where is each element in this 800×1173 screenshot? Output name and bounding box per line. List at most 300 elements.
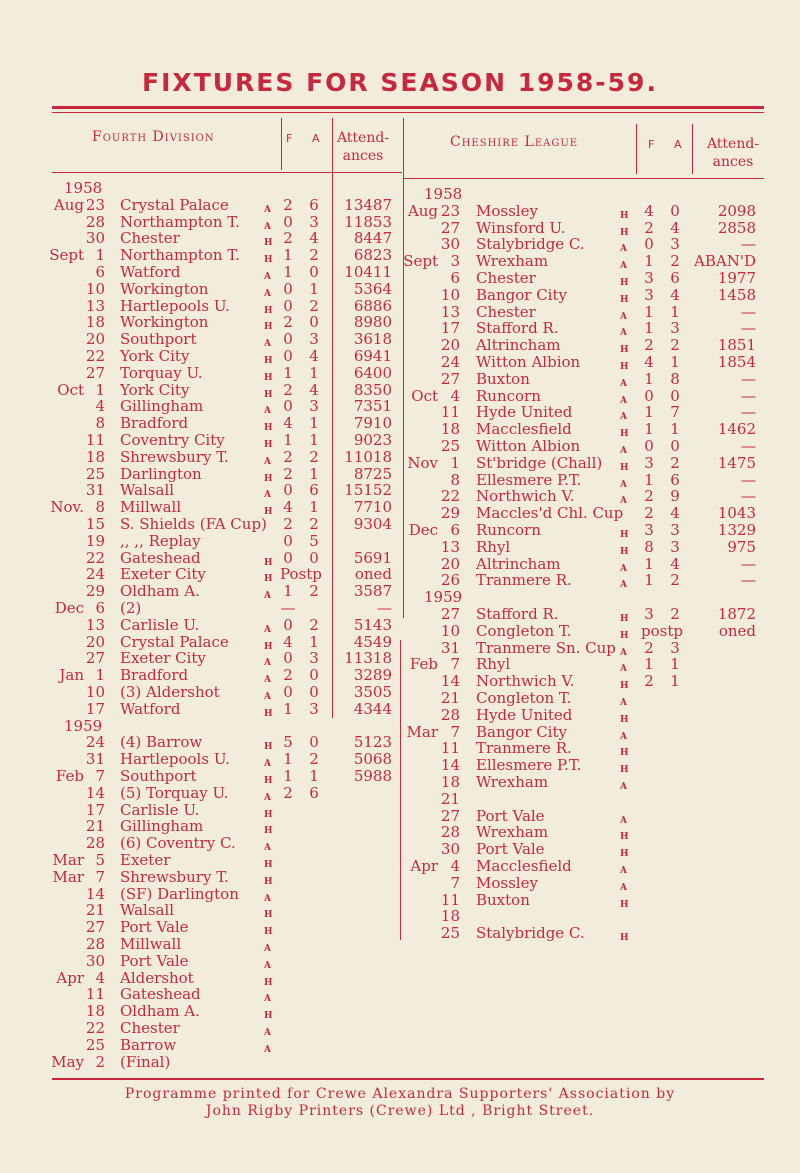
- fixture-venue: A: [620, 563, 627, 574]
- fixture-attendance: 1851: [717, 336, 756, 355]
- fixture-opponent: Exeter City: [120, 565, 206, 584]
- fixture-goals-against: 4: [670, 285, 680, 304]
- fixture-day: 27: [440, 806, 460, 825]
- fixture-goals-for: 0: [283, 683, 293, 701]
- fixture-attendance: —: [741, 386, 756, 405]
- fixture-row: [0, 908, 800, 925]
- fixture-row: [0, 707, 800, 724]
- fixture-row: [0, 556, 800, 573]
- fixture-attendance: 11318: [344, 649, 392, 668]
- fixture-day: 22: [85, 548, 105, 567]
- right-f-label: F: [648, 138, 655, 151]
- fixture-venue: A: [620, 244, 627, 255]
- fixture-goals-for: 0: [644, 235, 654, 254]
- fixture-goals-against: 6: [670, 470, 680, 489]
- fixture-goals-against: 1: [309, 498, 319, 517]
- fixture-venue: A: [264, 843, 271, 854]
- printer-credit-line2: John Rigby Printers (Crewe) Ltd , Bright Street.: [205, 1103, 595, 1119]
- fixture-attendance: 15152: [344, 481, 392, 500]
- fixture-goals-against: 0: [309, 683, 319, 701]
- fixture-venue: H: [620, 832, 629, 843]
- fixture-goals-against: 0: [309, 313, 319, 332]
- fixture-venue: H: [620, 530, 629, 540]
- fixture-venue: A: [264, 272, 271, 282]
- fixture-opponent: Torquay U.: [120, 363, 203, 382]
- fixture-goals-for: 2: [644, 504, 654, 523]
- fixture-day: 30: [85, 951, 105, 970]
- fixture-opponent: ,, ,, Replay: [120, 531, 201, 550]
- fixture-opponent: Northwich V.: [476, 672, 575, 691]
- fixture-goals-for: 3: [644, 285, 654, 304]
- fixture-goals-against: 9: [670, 487, 680, 506]
- fixture-day: 28: [85, 212, 105, 231]
- fixture-row: [0, 925, 800, 942]
- fixture-opponent: Tranmere R.: [476, 739, 572, 758]
- fixture-venue: A: [264, 456, 271, 467]
- fixture-goals-against: 1: [670, 655, 680, 674]
- fixture-opponent: Hyde United: [476, 403, 573, 422]
- fixture-venue: A: [264, 675, 271, 686]
- fixture-opponent: S. Shields (FA Cup): [120, 515, 267, 533]
- fixture-venue: H: [620, 630, 629, 641]
- fixture-opponent: Hartlepools U.: [120, 750, 230, 769]
- fixture-goals-against: 2: [670, 605, 680, 623]
- fixture-opponent: Wrexham: [476, 773, 549, 791]
- fixture-venue: A: [620, 446, 627, 456]
- fixture-venue: H: [620, 362, 629, 372]
- fixture-opponent: Chester: [120, 229, 180, 248]
- fixture-row: [0, 488, 800, 505]
- fixture-opponent: Watford: [120, 263, 181, 281]
- fixture-day: 14: [85, 884, 105, 903]
- fixture-venue: A: [620, 311, 627, 322]
- fixture-opponent: Barrow: [120, 1035, 177, 1054]
- fixture-row: [0, 455, 800, 472]
- fixture-day: 18: [85, 447, 105, 466]
- right-attendance-header-line1: Attend-: [706, 136, 760, 152]
- fixture-attendance: 5364: [353, 279, 392, 298]
- fixture-goals-for: 1: [283, 582, 293, 601]
- fixture-day: 1: [95, 380, 105, 399]
- fixture-attendance: 9023: [353, 431, 392, 449]
- fixture-goals-for: 2: [283, 666, 293, 685]
- fixture-goals-against: 4: [670, 218, 680, 237]
- fixture-opponent: (SF) Darlington: [120, 884, 239, 903]
- fixture-opponent: Chester: [476, 302, 536, 321]
- fixture-day: 6: [95, 263, 105, 281]
- title-rule: [52, 106, 764, 109]
- fixture-row: [0, 236, 800, 253]
- fixture-goals-for: 4: [644, 353, 654, 371]
- fixture-opponent: Ellesmere P.T.: [476, 756, 582, 775]
- fixture-goals-against: 0: [309, 666, 319, 685]
- fixture-opponent: Carlisle U.: [120, 615, 200, 634]
- fixture-day: 1: [95, 246, 105, 265]
- fixture-venue: A: [264, 406, 271, 417]
- fixture-day: 31: [85, 481, 105, 500]
- fixture-goals-against: 4: [670, 554, 680, 573]
- fixture-opponent: Chester: [476, 269, 536, 287]
- fixture-row: [0, 203, 800, 220]
- fixture-row: [0, 774, 800, 791]
- right-a-label: A: [674, 138, 682, 151]
- fixture-attendance: —: [741, 470, 756, 489]
- fixture-opponent: Buxton: [476, 369, 530, 388]
- fixture-goals-for: —: [280, 599, 296, 617]
- fixture-goals-against: 0: [670, 437, 680, 455]
- fixture-opponent: Walsall: [120, 901, 175, 920]
- fixture-goals-against: 4: [309, 380, 319, 399]
- fixture-opponent: Bangor City: [476, 722, 567, 741]
- fixture-opponent: Stalybridge C.: [476, 924, 585, 943]
- fixture-venue: A: [264, 960, 271, 971]
- fixture-opponent: (2): [120, 599, 142, 617]
- fixture-row: [0, 371, 800, 388]
- fixture-goals-for: 1: [644, 554, 654, 573]
- fixture-opponent: Runcorn: [476, 386, 541, 405]
- fixture-goals-against: 3: [670, 235, 680, 254]
- fixture-day: 6: [450, 269, 460, 287]
- fixture-venue: H: [264, 927, 273, 938]
- fixture-goals-against: 2: [309, 296, 319, 315]
- fixture-goals-for: postp: [641, 621, 683, 640]
- fixture-venue: H: [620, 933, 629, 944]
- fixture-goals-against: 2: [670, 252, 680, 271]
- fixture-goals-against: 4: [309, 347, 319, 365]
- fixture-goals-against: 3: [309, 212, 319, 231]
- fixture-goals-against: 3: [309, 699, 319, 718]
- fixture-venue: A: [264, 893, 271, 904]
- fixture-day: 30: [440, 235, 460, 254]
- fixture-venue: H: [264, 557, 273, 568]
- fixture-venue: H: [620, 765, 629, 776]
- footer-rule: [52, 1078, 764, 1080]
- fixture-attendance: 9304: [353, 515, 392, 533]
- fixture-row: [0, 986, 800, 1003]
- fixture-opponent: Workington: [120, 279, 209, 298]
- fixture-goals-against: 1: [309, 363, 319, 382]
- fixture-day: 18: [85, 1002, 105, 1021]
- fixture-day: 7: [95, 767, 105, 785]
- fixture-opponent: Oldham A.: [120, 1002, 200, 1021]
- fixture-goals-for: 0: [283, 548, 293, 567]
- fixture-goals-against: 6: [309, 481, 319, 500]
- fixture-day: 30: [440, 840, 460, 859]
- fixture-attendance: 5691: [353, 548, 392, 567]
- fixture-row: [0, 421, 800, 438]
- fixture-venue: A: [620, 261, 627, 272]
- fixture-day: 21: [85, 817, 105, 836]
- fixture-opponent: Bradford: [120, 414, 189, 433]
- fixture-attendance: ABAN'D: [694, 252, 756, 271]
- fixture-month: Mar: [52, 867, 84, 886]
- fixture-opponent: Congleton T.: [476, 621, 572, 640]
- fixture-opponent: Stafford R.: [476, 319, 559, 338]
- fixture-day: 10: [440, 621, 460, 640]
- left-f-label: F: [286, 132, 293, 145]
- fixture-goals-against: 2: [670, 453, 680, 472]
- fixture-opponent: York City: [120, 380, 190, 399]
- fixture-opponent: Northampton T.: [120, 212, 240, 231]
- left-attendance-header-line1: Attend-: [336, 130, 390, 146]
- fixture-goals-against: 6: [309, 783, 319, 802]
- fixture-goals-for: 0: [283, 296, 293, 315]
- fixture-row: [0, 287, 800, 304]
- fixture-venue: H: [620, 849, 629, 860]
- fixture-opponent: Rhyl: [476, 537, 511, 556]
- fixture-day: 7: [450, 873, 460, 892]
- fixture-venue: H: [264, 809, 273, 820]
- fixture-day: 1: [450, 453, 460, 472]
- fixture-attendance: —: [741, 403, 756, 422]
- fixture-opponent: Walsall: [120, 481, 175, 500]
- fixture-venue: H: [264, 389, 273, 400]
- fixture-opponent: Darlington: [120, 464, 202, 483]
- year-label: 1958: [424, 185, 463, 203]
- fixture-day: 6: [450, 521, 460, 539]
- fixture-goals-for: 1: [283, 246, 293, 265]
- fixture-opponent: Altrincham: [476, 336, 561, 355]
- fixture-goals-against: 6: [309, 195, 319, 214]
- fixture-day: 13: [440, 302, 460, 321]
- fixture-day: 11: [440, 403, 460, 422]
- fixture-row: [0, 388, 800, 405]
- fixture-opponent: Buxton: [476, 890, 530, 909]
- fixture-day: 24: [85, 733, 105, 752]
- fixture-venue: H: [264, 473, 273, 484]
- fixture-goals-for: 2: [283, 464, 293, 483]
- fixture-day: 4: [450, 386, 460, 405]
- fixture-venue: A: [620, 731, 627, 742]
- fixture-opponent: Exeter City: [120, 649, 206, 668]
- fixture-opponent: Port Vale: [476, 806, 545, 825]
- fixture-day: 27: [440, 218, 460, 237]
- fixture-venue: H: [620, 227, 629, 238]
- fixture-venue: H: [620, 614, 629, 624]
- fixture-goals-for: 5: [283, 733, 293, 752]
- fixture-venue: H: [620, 429, 629, 440]
- fixture-attendance: —: [741, 554, 756, 573]
- fixture-row: [0, 640, 800, 657]
- fixture-attendance: 1977: [717, 269, 756, 287]
- fixture-venue: A: [264, 490, 271, 501]
- fixture-day: 13: [85, 296, 105, 315]
- fixture-goals-against: 0: [309, 263, 319, 281]
- fixture-day: 30: [85, 229, 105, 248]
- fixture-goals-for: 2: [644, 672, 654, 691]
- fixture-opponent: Stafford R.: [476, 605, 559, 623]
- fixture-goals-for: 0: [283, 649, 293, 668]
- fixture-goals-against: 1: [309, 279, 319, 298]
- fixture-opponent: Coventry City: [120, 431, 225, 449]
- fixture-attendance: oned: [718, 621, 756, 640]
- fixture-opponent: Hyde United: [476, 705, 573, 724]
- fixture-goals-for: 1: [283, 431, 293, 449]
- fixture-goals-against: 2: [309, 615, 319, 634]
- fixture-opponent: Crystal Palace: [120, 195, 229, 214]
- fixture-opponent: Port Vale: [120, 918, 189, 937]
- fixture-goals-for: 4: [644, 201, 654, 220]
- fixture-opponent: Tranmere Sn. Cup: [476, 638, 616, 657]
- fixture-day: 23: [440, 201, 460, 220]
- fixture-goals-against: 3: [309, 330, 319, 349]
- fixture-day: 11: [440, 890, 460, 909]
- fixture-venue: A: [620, 479, 627, 490]
- right-att-divider: [692, 124, 693, 174]
- fixture-day: 27: [85, 918, 105, 937]
- fixture-goals-against: 2: [309, 515, 319, 533]
- fixture-row: [0, 220, 800, 237]
- fixture-day: 28: [85, 935, 105, 953]
- fixture-month: Sept: [403, 252, 438, 271]
- fixture-opponent: Millwall: [120, 498, 182, 517]
- fixture-goals-for: 0: [283, 615, 293, 634]
- fixture-month: Nov.: [50, 498, 84, 517]
- fixture-opponent: Tranmere R.: [476, 571, 572, 590]
- fixture-attendance: 1458: [717, 285, 756, 304]
- fixture-venue: A: [620, 815, 627, 826]
- fixture-venue: H: [264, 372, 273, 383]
- fixture-goals-for: 2: [283, 783, 293, 802]
- fixture-goals-against: 2: [309, 246, 319, 265]
- fixture-venue: A: [620, 328, 627, 339]
- fixture-month: May: [51, 1052, 84, 1071]
- right-header-underline: [404, 178, 764, 179]
- fixture-day: 11: [440, 739, 460, 758]
- fixture-month: Mar: [52, 851, 84, 869]
- fixture-month: Nov: [407, 453, 438, 472]
- fixture-opponent: St'bridge (Chall): [476, 453, 603, 472]
- fixture-venue: H: [620, 899, 629, 910]
- fixture-row: [0, 522, 800, 539]
- fixture-day: 18: [440, 907, 460, 926]
- fixture-venue: A: [264, 591, 271, 602]
- fixture-goals-against: 0: [670, 386, 680, 405]
- fixture-day: 11: [85, 985, 105, 1004]
- fixture-venue: A: [264, 1028, 271, 1038]
- fixture-goals-against: 1: [309, 464, 319, 483]
- fixture-venue: A: [264, 692, 271, 702]
- fixture-row: [0, 304, 800, 321]
- fixture-month: Sept: [49, 246, 84, 265]
- fixture-day: 20: [440, 336, 460, 355]
- fixture-row: [0, 505, 800, 522]
- fixture-row: [0, 808, 800, 825]
- fixture-day: 27: [85, 649, 105, 668]
- fixture-attendance: 2098: [717, 201, 756, 220]
- fixture-goals-for: 1: [283, 767, 293, 785]
- fixture-goals-for: 0: [283, 347, 293, 365]
- fixture-day: 4: [95, 968, 105, 987]
- fixture-attendance: —: [377, 599, 392, 617]
- fixture-venue: A: [264, 759, 271, 770]
- fixture-opponent: Stalybridge C.: [476, 235, 585, 254]
- fixture-venue: A: [264, 204, 271, 215]
- fixture-day: 21: [85, 901, 105, 920]
- fixture-opponent: Wrexham: [476, 252, 549, 271]
- fixture-month: Feb: [55, 767, 84, 785]
- fixture-opponent: Millwall: [120, 935, 182, 953]
- fixture-attendance: 11018: [344, 447, 392, 466]
- fixture-goals-for: 2: [644, 218, 654, 237]
- fixture-row: [0, 320, 800, 337]
- right-attendance-header: [696, 135, 770, 171]
- fixture-row: [0, 1003, 800, 1020]
- fixture-month: Dec: [54, 599, 84, 617]
- fixture-day: 1: [95, 666, 105, 685]
- fixture-goals-for: 0: [283, 212, 293, 231]
- fixture-venue: A: [264, 994, 271, 1005]
- fixture-month: Oct: [57, 380, 84, 399]
- fixture-row: [0, 404, 800, 421]
- fixture-venue: H: [264, 238, 273, 249]
- fixture-attendance: 5143: [353, 615, 392, 634]
- fixture-goals-for: 1: [283, 750, 293, 769]
- fixture-row: [0, 858, 800, 875]
- fixture-goals-for: 1: [644, 369, 654, 388]
- fixture-row: [0, 572, 800, 589]
- fixture-attendance: 2858: [717, 218, 756, 237]
- fixture-opponent: Gillingham: [120, 397, 204, 416]
- fixture-day: 17: [85, 800, 105, 819]
- fixture-day: 18: [440, 773, 460, 791]
- fixture-attendance: 7910: [353, 414, 392, 433]
- fixture-row: [0, 656, 800, 673]
- fixture-venue: H: [264, 776, 273, 786]
- fixture-goals-against: 4: [670, 504, 680, 523]
- fixture-day: 18: [85, 313, 105, 332]
- fixture-attendance: 1872: [717, 605, 756, 623]
- fixture-opponent: Port Vale: [476, 840, 545, 859]
- fixture-attendance: oned: [354, 565, 392, 584]
- fixture-venue: A: [264, 792, 271, 803]
- fixture-opponent: Exeter: [120, 851, 171, 869]
- fixture-day: 28: [85, 834, 105, 853]
- fixture-venue: A: [620, 866, 627, 876]
- fixture-month: Mar: [406, 722, 438, 741]
- fixture-goals-for: 0: [283, 531, 293, 550]
- fixture-row: [0, 270, 800, 287]
- fixture-day: 25: [85, 464, 105, 483]
- fixture-day: 10: [440, 285, 460, 304]
- year-label: 1959: [424, 588, 463, 607]
- fixture-day: 22: [85, 1019, 105, 1037]
- fixture-goals-for: 3: [644, 521, 654, 539]
- fixture-venue: A: [620, 664, 627, 675]
- fixture-opponent: Wrexham: [476, 823, 549, 842]
- fixture-attendance: 13487: [344, 195, 392, 214]
- fixture-day: 26: [440, 571, 460, 590]
- fixture-goals-for: 4: [283, 414, 293, 433]
- fixture-attendance: 8447: [353, 229, 392, 248]
- fixture-month: Dec: [408, 521, 438, 539]
- fixture-row: [0, 953, 800, 970]
- fixture-month: Apr: [410, 857, 438, 875]
- fixture-goals-for: 1: [644, 420, 654, 439]
- title-rule-thin: [52, 112, 764, 113]
- fixture-goals-against: 0: [670, 201, 680, 220]
- fixture-goals-for: 2: [644, 487, 654, 506]
- fixture-attendance: —: [741, 319, 756, 338]
- fixture-day: 27: [440, 369, 460, 388]
- fixture-day: 20: [85, 632, 105, 651]
- fixture-opponent: Bangor City: [476, 285, 567, 304]
- fixture-opponent: Macclesfield: [476, 857, 572, 875]
- fixture-venue: H: [620, 546, 629, 557]
- fixture-opponent: Altrincham: [476, 554, 561, 573]
- fixture-row: [0, 354, 800, 371]
- fixture-goals-for: 1: [644, 470, 654, 489]
